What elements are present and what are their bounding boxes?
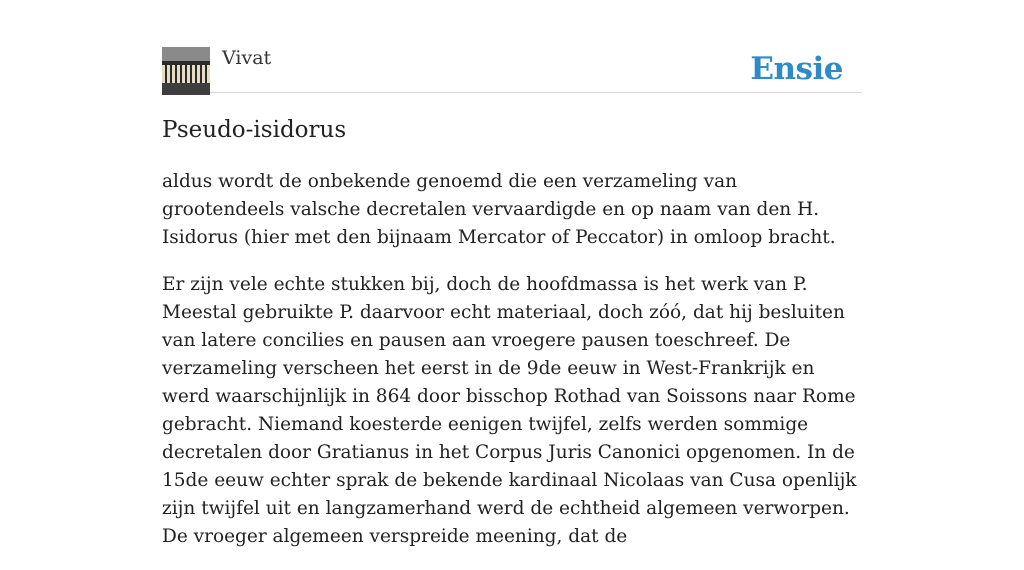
article-title: Pseudo-isidorus	[162, 117, 347, 143]
article-paragraph: Er zijn vele echte stukken bij, doch de hoofdmassa is het werk van P. Meestal gebruikte P. daarvoor echt materiaal, doch zóó, dat hij besluiten van latere concilies en pausen aan vroegere pausen toeschreef. De verzameling verscheen het eerst in de 9de eeuw in West-Frankrijk en werd waarschijnlijk in 864 door bisschop Rothad van Soissons naar Rome gebracht. Niemand koesterde eenigen twijfel, zelfs werden sommige decretalen door Gratianus in het Corpus Juris Canonici opgenomen. In de 15de eeuw echter sprak de bekende kardinaal Nicolaas van Cusa openlijk zijn twijfel uit en langzamerhand werd de echtheid algemeen verworpen. De vroeger algemeen verspreide meening, dat de	[162, 274, 857, 547]
author-name[interactable]: Vivat	[222, 47, 272, 69]
brand-logo[interactable]: Ensie	[750, 51, 843, 87]
header	[162, 46, 862, 93]
avatar-image	[162, 47, 210, 95]
article-body	[162, 168, 862, 570]
article-paragraph: aldus wordt de onbekende genoemd die een verzameling van grootendeels valsche decretalen vervaardigde en op naam van den H. Isidorus (hier met den bijnaam Mercator of Peccator) in omloop bracht.	[162, 171, 836, 248]
author-avatar[interactable]	[162, 47, 210, 95]
